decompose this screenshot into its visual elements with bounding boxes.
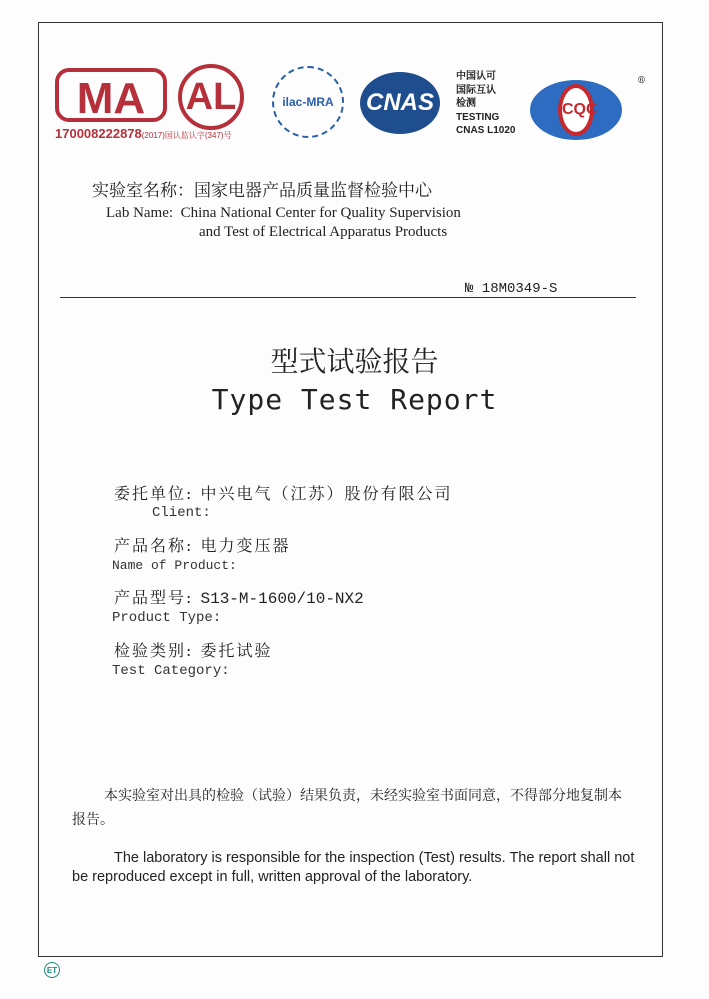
lab-name-label: Lab Name: (106, 205, 174, 221)
lab-name-en-2: and Test of Electrical Apparatus Products (199, 224, 448, 240)
lab-name-en-1: China National Center for Quality Supervision (180, 205, 461, 221)
field-product-type (114, 585, 364, 608)
field-label-en: Test Category: (112, 663, 230, 679)
field-label: 委托单位: (114, 484, 194, 503)
field-value: 委托试验 (200, 641, 273, 660)
notice-en: The laboratory is responsible for the inspection (Test) results. The report shall not be reproduced except in full, written approval of the laboratory. (72, 850, 635, 885)
field-client (114, 481, 453, 504)
cnas-accreditation-text (456, 70, 515, 138)
cal-logo: AL (178, 64, 244, 130)
report-number: № 18M0349-S (465, 281, 558, 297)
notice-cn: 本实验室对出具的检验（试验）结果负责，未经实验室书面同意，不得部分地复制本报告。 (72, 788, 622, 828)
field-value: S13-M-1600/10-NX2 (200, 590, 364, 608)
ilac-mra-logo: ilac-MRA (272, 66, 344, 138)
lab-name-en (106, 202, 461, 225)
field-label: 产品名称: (114, 536, 194, 555)
cma-logo: MA (55, 68, 167, 122)
field-test-category (114, 638, 273, 661)
cma-note: (2017)国认监认字(347)号 (141, 131, 232, 140)
cnas-line: 中国认可 (456, 71, 496, 82)
registered-mark: ® (637, 76, 646, 86)
field-label: 检验类别: (114, 641, 194, 660)
field-label: 产品型号: (114, 588, 194, 607)
et-mark-icon: ET (44, 962, 60, 978)
cma-number-value: 170008222878 (55, 126, 142, 141)
cnas-line: CNAS L1020 (456, 125, 516, 136)
cnas-line: 国际互认 (456, 84, 496, 96)
lab-name-cn: 实验室名称：国家电器产品质量监督检验中心 (92, 181, 432, 201)
cnas-line: TESTING (456, 111, 500, 123)
field-label-en: Product Type: (112, 610, 222, 626)
title-en: Type Test Report (211, 383, 498, 416)
field-label-en: Client: (152, 505, 211, 521)
cnas-line: 检测 (456, 98, 476, 109)
cqc-logo-text: CQC (558, 84, 594, 136)
field-value: 中兴电气（江苏）股份有限公司 (200, 484, 453, 503)
cqc-globe-logo (530, 80, 622, 140)
cnas-logo: CNAS (360, 72, 440, 134)
field-label-en: Name of Product: (112, 558, 237, 573)
field-value: 电力变压器 (200, 536, 291, 555)
field-product-name (114, 533, 291, 556)
divider (60, 297, 636, 298)
title-cn: 型式试验报告 (270, 345, 439, 378)
